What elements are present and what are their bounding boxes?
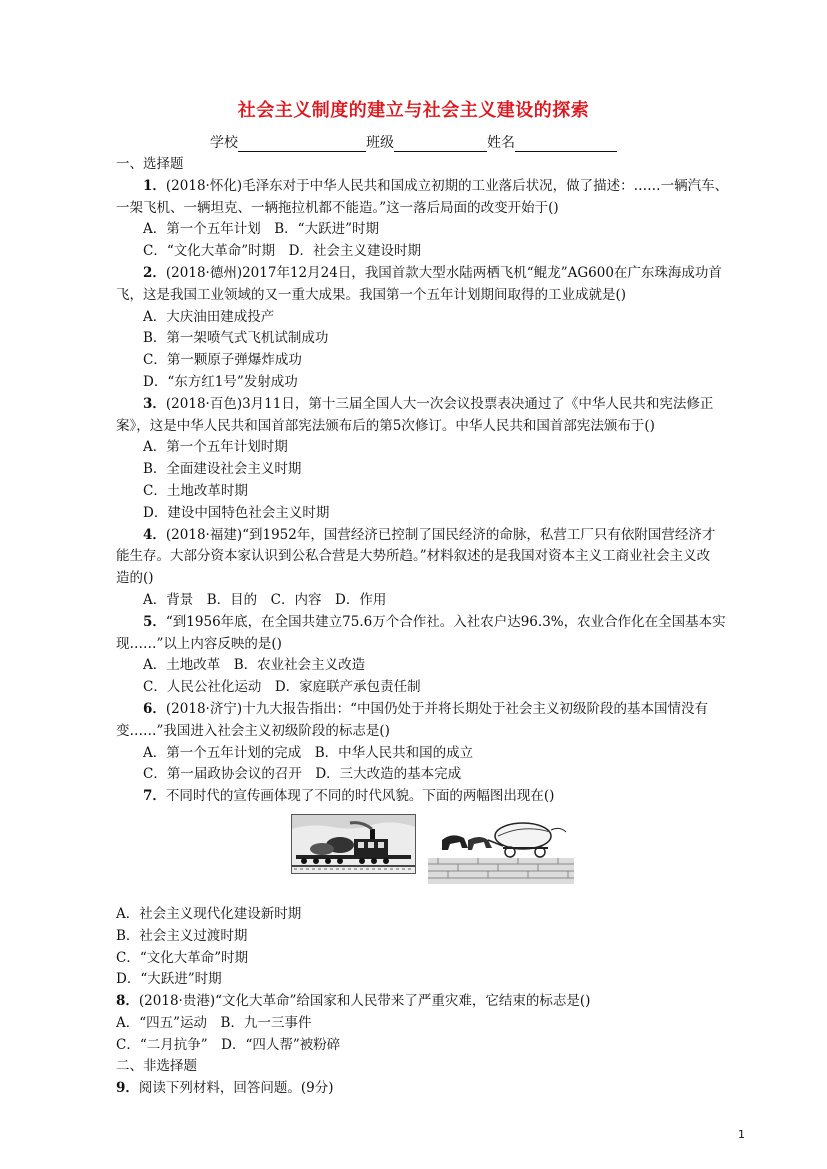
option-line: A．土地改革 B．农业社会主义改造 (143, 657, 366, 674)
question-number: 7． (143, 788, 166, 805)
option-line: A．第一个五年计划的完成 B．中华人民共和国的成立 (143, 744, 474, 761)
student-info-line (210, 132, 617, 152)
option-c: C．“文化大革命”时期 (116, 949, 249, 966)
question-4 (116, 525, 750, 547)
question-7 (116, 786, 750, 808)
class-label: 班级 (366, 135, 394, 151)
question-text: “到1956年底，在全国共建立75.6万个合作社。入社农户达96.3%，农业合作化在全国基本实 (165, 613, 726, 630)
question-9 (116, 1078, 750, 1100)
option-a: A．大庆油田建成投产 (143, 308, 275, 325)
question-text: (2018·怀化)毛泽东对于中华人民共和国成立初期的工业落后状况，做了描述：……一辆汽车、 (165, 177, 729, 194)
option-d: D．“大跃进”时期 (116, 971, 222, 988)
question-text: 不同时代的宣传画体现了不同的时代风貌。下面的两幅图出现在() (165, 788, 555, 805)
name-label: 姓名 (487, 135, 515, 151)
school-label: 学校 (210, 135, 238, 151)
propaganda-figures (116, 814, 750, 898)
option-d: D．“东方红1号”发射成功 (143, 373, 298, 390)
option-c: C．土地改革时期 (143, 482, 248, 499)
question-text-cont: 飞，这是我国工业领域的又一重大成果。我国第一个五年计划期间取得的工业成就是() (116, 286, 627, 303)
option-c: C．第一颗原子弹爆炸成功 (143, 352, 302, 369)
question-number: 9． (116, 1080, 139, 1097)
option-a: A．第一个五年计划时期 (143, 439, 288, 456)
page-number: 1 (738, 1128, 745, 1141)
cart-poster-image (428, 818, 574, 884)
question-1 (116, 176, 750, 198)
question-text: (2018·济宁)十九大报告指出：“中国仍处于并将长期处于社会主义初级阶段的基本国情没有 (165, 700, 708, 717)
question-number: 3． (143, 395, 166, 412)
train-illustration (292, 815, 415, 873)
question-5 (116, 612, 750, 634)
question-text-cont: 造的() (116, 570, 154, 587)
question-text-cont: 变……”我国进入社会主义初级阶段的标志是() (116, 722, 390, 739)
option-line: A．背景 B．目的 C．内容 D．作用 (143, 591, 387, 608)
question-text: (2018·德州)2017年12月24日，我国首款大型水陆两栖飞机“鲲龙”AG600在广东珠海成功首 (165, 264, 722, 281)
question-number: 1． (143, 177, 166, 194)
exam-content (116, 154, 750, 1100)
option-d: D．建设中国特色社会主义时期 (143, 504, 330, 521)
question-number: 8． (116, 993, 139, 1010)
option-line: C．“文化大革命”时期 D．社会主义建设时期 (143, 243, 421, 260)
page-title: 社会主义制度的建立与社会主义建设的探索 (237, 100, 590, 121)
question-text: (2018·贵港)“文化大革命”给国家和人民带来了严重灾难，它结束的标志是() (138, 993, 591, 1010)
question-text: (2018·福建)“到1952年，国营经济已控制了国民经济的命脉，私营工厂只有依附国营经济才 (165, 526, 716, 543)
question-text: (2018·百色)3月11日，第十三届全国人大一次会议投票表决通过了《中华人民共和宪法修正 (165, 395, 714, 412)
option-b: B．全面建设社会主义时期 (143, 461, 302, 478)
option-line: C．第一届政协会议的召开 D．三大改造的基本完成 (143, 766, 462, 783)
option-b: B．社会主义过渡时期 (116, 927, 248, 944)
option-line: A．第一个五年计划 B．“大跃进”时期 (143, 221, 379, 238)
question-6 (116, 699, 750, 721)
question-3 (116, 394, 750, 416)
section-heading-nonchoice: 二、非选择题 (116, 1058, 197, 1075)
train-poster-image (291, 814, 416, 874)
option-line: C．人民公社化运动 D．家庭联产承包责任制 (143, 679, 421, 696)
school-blank[interactable] (238, 137, 366, 152)
question-text-cont: 一架飞机、一辆坦克、一辆拖拉机都不能造。”这一落后局面的改变开始于() (116, 199, 559, 216)
name-blank[interactable] (515, 137, 617, 152)
question-number: 4． (143, 526, 166, 543)
class-blank[interactable] (394, 137, 487, 152)
question-number: 5． (143, 613, 166, 630)
question-text-cont: 能生存。大部分资本家认识到公私合营是大势所趋。”材料叙述的是我国对资本主义工商业社会主义改 (116, 548, 711, 565)
option-a: A．社会主义现代化建设新时期 (116, 905, 302, 922)
option-line: A．“四五”运动 B．九一三事件 (116, 1014, 312, 1031)
option-b: B．第一架喷气式飞机试制成功 (143, 330, 329, 347)
question-number: 2． (143, 264, 166, 281)
ox-cart-illustration (428, 818, 574, 884)
question-text: 阅读下列材料，回答问题。(9分) (138, 1080, 334, 1097)
option-line: C．“二月抗争” D．“四人帮”被粉碎 (116, 1036, 341, 1053)
question-8 (116, 991, 750, 1013)
question-2 (116, 263, 750, 285)
section-heading-choice: 一、选择题 (116, 156, 184, 172)
question-text-cont: 案》，这是中华人民共和国首部宪法颁布后的第5次修订。中华人民共和国首部宪法颁布于() (116, 417, 655, 434)
question-number: 6． (143, 700, 166, 717)
question-text-cont: 现……”以上内容反映的是() (116, 635, 282, 652)
